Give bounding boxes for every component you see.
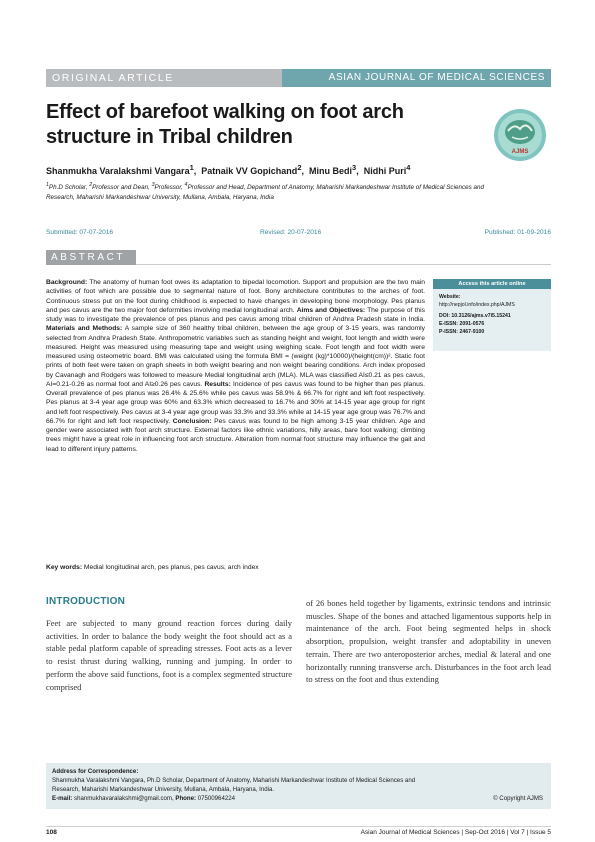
ajms-logo [492,107,548,163]
pissn: P-ISSN: 2467-9100 [439,329,485,335]
affiliations: $^1$Ph.D Scholar, $^2$Professor and Dean, $^3$Professor, $^4$Professor and Head, Department of Anatomy, Maharishi Markandeshwar Institute of Medical Sciences and Research, Maharishi Markandeshwar University, Mullana, Ambala, Haryana, India [46,182,485,201]
access-heading: Access this article online [433,279,551,289]
author: Minu Bedi$^3$, [309,163,362,176]
author-list [46,163,410,176]
eissn: E-ISSN: 2091-0576 [439,321,485,327]
journal-label: ASIAN JOURNAL OF MEDICAL SCIENCES [282,69,551,87]
svg-text:AJMS: AJMS [511,149,529,155]
email-link[interactable]: shanmukhavaralakshmi@gmail.com, [72,795,176,803]
correspondence-line-1: Shanmukha Varalakshmi Vangara, Ph.D Scholar, Department of Anatomy, Maharishi Markandeshwar Institute of Medical Sciences and [52,777,416,785]
correspondence-heading: Address for Correspondence: [52,768,139,775]
footer-journal: Asian Journal of Medical Sciences | Sep-Oct 2016 | Vol 7 | Issue 5 [360,829,551,836]
author: Nidhi Puri$^4$ [363,163,411,176]
correspondence-contact: E-mail: shanmukhavaralakshmi@gmail.com, Phone: 07500964224 [52,795,236,803]
abstract-divider [136,264,551,265]
keywords: Key words: Medial longitudinal arch, pes planus, pes cavus, arch index [46,564,259,571]
author: Shanmukha Varalakshmi Vangara$^1$, [46,163,199,176]
website-link[interactable]: http://nepjol.info/index.php/AJMS [439,302,515,308]
abstract-heading: ABSTRACT [46,250,136,265]
copyright: © Copyright AJMS [493,795,543,802]
article-banner [46,69,551,87]
footer-divider [46,826,551,827]
title-line-2: structure in Tribal children [46,126,293,148]
website-label: Website: [439,294,461,300]
title-line-1: Effect of barefoot walking on foot arch [46,101,404,123]
author: Patnaik VV Gopichand$^2$, [201,163,307,176]
introduction-heading: INTRODUCTION [46,596,126,607]
introduction-column-1: Feet are subjected to many ground reaction forces during daily activities. In order to balance the body weight the foot should act as a stable pedal platform capable of spreading stresses. Foot acts as a lever to resist thrust during walking, running and jumping. In order to perform the above said functions, foot is a complex segmented structure comprised [46,618,292,692]
access-article-box [433,279,551,351]
page-number: 108 [46,829,57,836]
published-date: Published: 01-09-2016 [484,229,551,236]
correspondence-line-2: Research, Maharishi Markandeshwar University, Mullana, Ambala, Haryana, India. [52,786,275,794]
ajms-logo-icon [492,107,548,163]
abstract-text: Background: The anatomy of human foot owes its adaptation to bipedal locomotion. Support and propulsion are the two main activities of foot which are possible due to segmental nature of foot. Bony architecture contributes to the arches of foot. Continuous stress put on the foot during childhood is expected to have changes in developing bone morphology. Pes planus and pes cavus are the two major foot deformities involving medial longitudinal arch. Aims and Objectives: The purpose of this study was to investigate the prevalence of pes planus and pes cavus among tribal children of Andhra Pradesh state in India. Materials and Methods: A sample size of 360 healthy tribal children, between the age group of 3-15 years, was randomly selected from Andhra Pradesh State. Anthropometric variables such as standing height and weight, foot length and width were measured. Height was measured using measuring tape and weight using weighing scale. Foot length and foot width were measured using osteometric board. BMI was calculated using the formula BMI = (weight (kg)*10000)/(height(cm))². Static foot prints of both feet were taken on graph sheets in both weight bearing and non weight bearing conditions. Arch index proposed by Cavanagh and Rodgers was followed to measure Medial longitudinal arch (MLA). MLA was classified AI≤0.21 as pes cavus, AI=0.21-0.26 as normal foot and AI≥0.26 pes cavus. Results: Incidence of pes cavus was found to be higher than pes planus. Overall prevalence of pes planus was 26.4% & 25.6% while pes cavus was 58.9% & 66.7% for right and left foot respectively. Pes planus at 3-4 year age group was 60% and 63.3% which decreased to 16.7% and 30% at 14-15 year age group for right and left foot respectively. Pes cavus at 3-4 year age group was 33.3% and 33.3% while at 14-15 year age group was 76.7% and 66.7% for right and left foot respectively. Conclusion: Pes cavus was found to be high among 3-15 year children. Age and gender were associated with foot arch structure. External factors like ethnic variations, hilly areas, bare foot walking; climbing trees might have a great role in influencing foot arch structure. Alteration from normal foot structure may influence the gait and lead to different injury patterns. [46,279,426,453]
article-title [46,100,426,150]
correspondence-box [46,763,551,809]
revised-date: Revised: 20-07-2016 [260,229,322,236]
submitted-date: Submitted: 07-07-2016 [46,229,114,236]
introduction-column-2: of 26 bones held together by ligaments, extrinsic tendons and intrinsic muscles. Shape of the bones and attached ligamentous supports help in maintenance of the arch. Foot being segmented helps in shock absorption, propulsion, weight transfer and adoptability in uneven terrain. There are two anteroposterior arches, medial & lateral and one horizontally running transverse arch. Disturbances in the foot arch lead to stress on the foot and thus extending [306,598,551,685]
section-label: ORIGINAL ARTICLE [46,69,282,87]
doi[interactable]: DOI: 10.3126/ajms.v7i5.15241 [439,313,511,319]
